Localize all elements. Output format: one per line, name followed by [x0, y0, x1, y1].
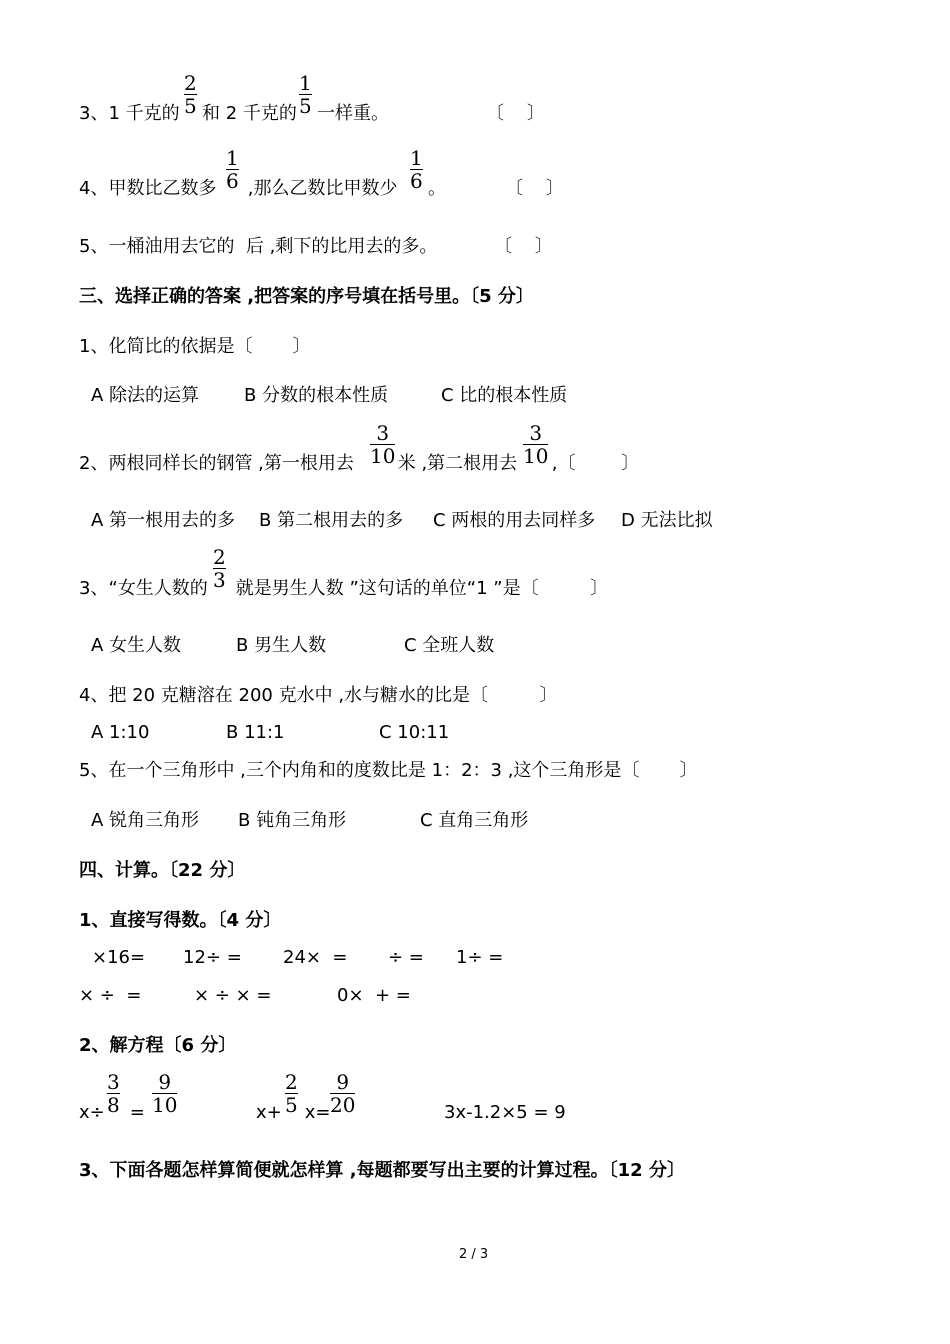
s3-q2-text-b: 米 ,第二根用去 — [392, 453, 518, 474]
calc-item: ×16= — [92, 947, 146, 968]
eq2-text-a: x+ — [256, 1102, 282, 1123]
answer-bracket[interactable]: 〔 〕 — [494, 236, 553, 257]
option-b[interactable]: B 第二根用去的多 — [259, 510, 404, 531]
s3-q3-text-b: 就是男生人数 ”这句话的单位“1 ”是〔 〕 — [230, 578, 609, 599]
q4-text-a: 4、甲数比乙数多 — [79, 178, 217, 199]
fraction: $\frac{2}{3}$ — [213, 545, 226, 592]
option-a[interactable]: A 第一根用去的多 — [91, 510, 236, 531]
option-b[interactable]: B 11:1 — [226, 722, 285, 743]
q3-text-a: 3、1 千克的 — [79, 103, 180, 124]
s3-q1-text: 1、化简比的依据是〔 〕 — [79, 336, 311, 357]
fraction: $\frac{9}{10}$ — [152, 1070, 178, 1117]
option-b[interactable]: B 分数的根本性质 — [244, 385, 389, 406]
calc-item: ÷ = — [388, 947, 424, 968]
option-b[interactable]: B 钝角三角形 — [238, 810, 347, 831]
option-c[interactable]: C 全班人数 — [404, 635, 495, 656]
calc-item: 0× + = — [337, 985, 411, 1006]
s3-q4-text: 4、把 20 克糖溶在 200 克水中 ,水与糖水的比是〔 〕 — [79, 685, 558, 706]
option-a[interactable]: A 锐角三角形 — [91, 810, 200, 831]
fraction: $\frac{1}{6}$ — [410, 146, 423, 193]
s3-q3-text-a: 3、“女生人数的 — [79, 578, 208, 599]
option-d[interactable]: D 无法比拟 — [621, 510, 713, 531]
q4-text-b: ,那么乙数比甲数少 — [242, 178, 398, 199]
q3-text-b: 和 2 千克的 — [202, 103, 297, 124]
option-b[interactable]: B 男生人数 — [236, 635, 327, 656]
eq2-text-b: x= — [299, 1102, 331, 1123]
fraction: $\frac{2}{5}$ — [184, 71, 197, 118]
eq1-text-b: = — [124, 1102, 151, 1123]
section-4-heading: 四、计算。〔22 分〕 — [79, 860, 246, 881]
part-2-heading: 2、解方程〔6 分〕 — [79, 1035, 237, 1056]
option-a[interactable]: A 女生人数 — [91, 635, 182, 656]
part-3-heading: 3、下面各题怎样算简便就怎样算 ,每题都要写出主要的计算过程。〔12 分〕 — [79, 1160, 685, 1181]
answer-bracket[interactable]: 〔 〕 — [505, 178, 564, 199]
option-a[interactable]: A 1:10 — [91, 722, 150, 743]
fraction: $\frac{3}{10}$ — [523, 421, 549, 468]
fraction: $\frac{9}{20}$ — [330, 1070, 356, 1117]
s3-q2-text-c: ,〔 〕 — [546, 453, 640, 474]
s3-q2-text-a: 2、两根同样长的钢管 ,第一根用去 — [79, 453, 354, 474]
fraction: $\frac{3}{10}$ — [370, 421, 396, 468]
answer-bracket[interactable]: 〔 〕 — [486, 103, 545, 124]
fraction: $\frac{1}{6}$ — [226, 146, 239, 193]
calc-item: 24× = — [283, 947, 348, 968]
page-number: 2 / 3 — [459, 1247, 489, 1262]
calc-item: 12÷ = — [183, 947, 242, 968]
s3-q5-text: 5、在一个三角形中 ,三个内角和的度数比是 1：2：3 ,这个三角形是〔 〕 — [79, 760, 698, 781]
option-a[interactable]: A 除法的运算 — [91, 385, 200, 406]
q3-text-c: 一样重。 — [317, 103, 389, 124]
option-c[interactable]: C 直角三角形 — [420, 810, 529, 831]
eq3: 3x-1.2×5 = 9 — [444, 1102, 566, 1123]
q4-text-c: 。 — [428, 178, 446, 199]
fraction: $\frac{2}{5}$ — [285, 1070, 298, 1117]
eq1-text-a: x÷ — [79, 1102, 105, 1123]
fraction: $\frac{3}{8}$ — [107, 1070, 120, 1117]
section-3-heading: 三、选择正确的答案 ,把答案的序号填在括号里。〔5 分〕 — [79, 286, 534, 307]
part-1-heading: 1、直接写得数。〔4 分〕 — [79, 910, 282, 931]
option-c[interactable]: C 10:11 — [379, 722, 450, 743]
fraction: $\frac{1}{5}$ — [299, 71, 312, 118]
calc-item: 1÷ = — [456, 947, 504, 968]
calc-item: × ÷ × = — [194, 985, 272, 1006]
option-c[interactable]: C 比的根本性质 — [441, 385, 568, 406]
option-c[interactable]: C 两根的用去同样多 — [433, 510, 596, 531]
q5-text: 5、一桶油用去它的 后 ,剩下的比用去的多。 — [79, 236, 438, 257]
calc-item: × ÷ = — [79, 985, 142, 1006]
